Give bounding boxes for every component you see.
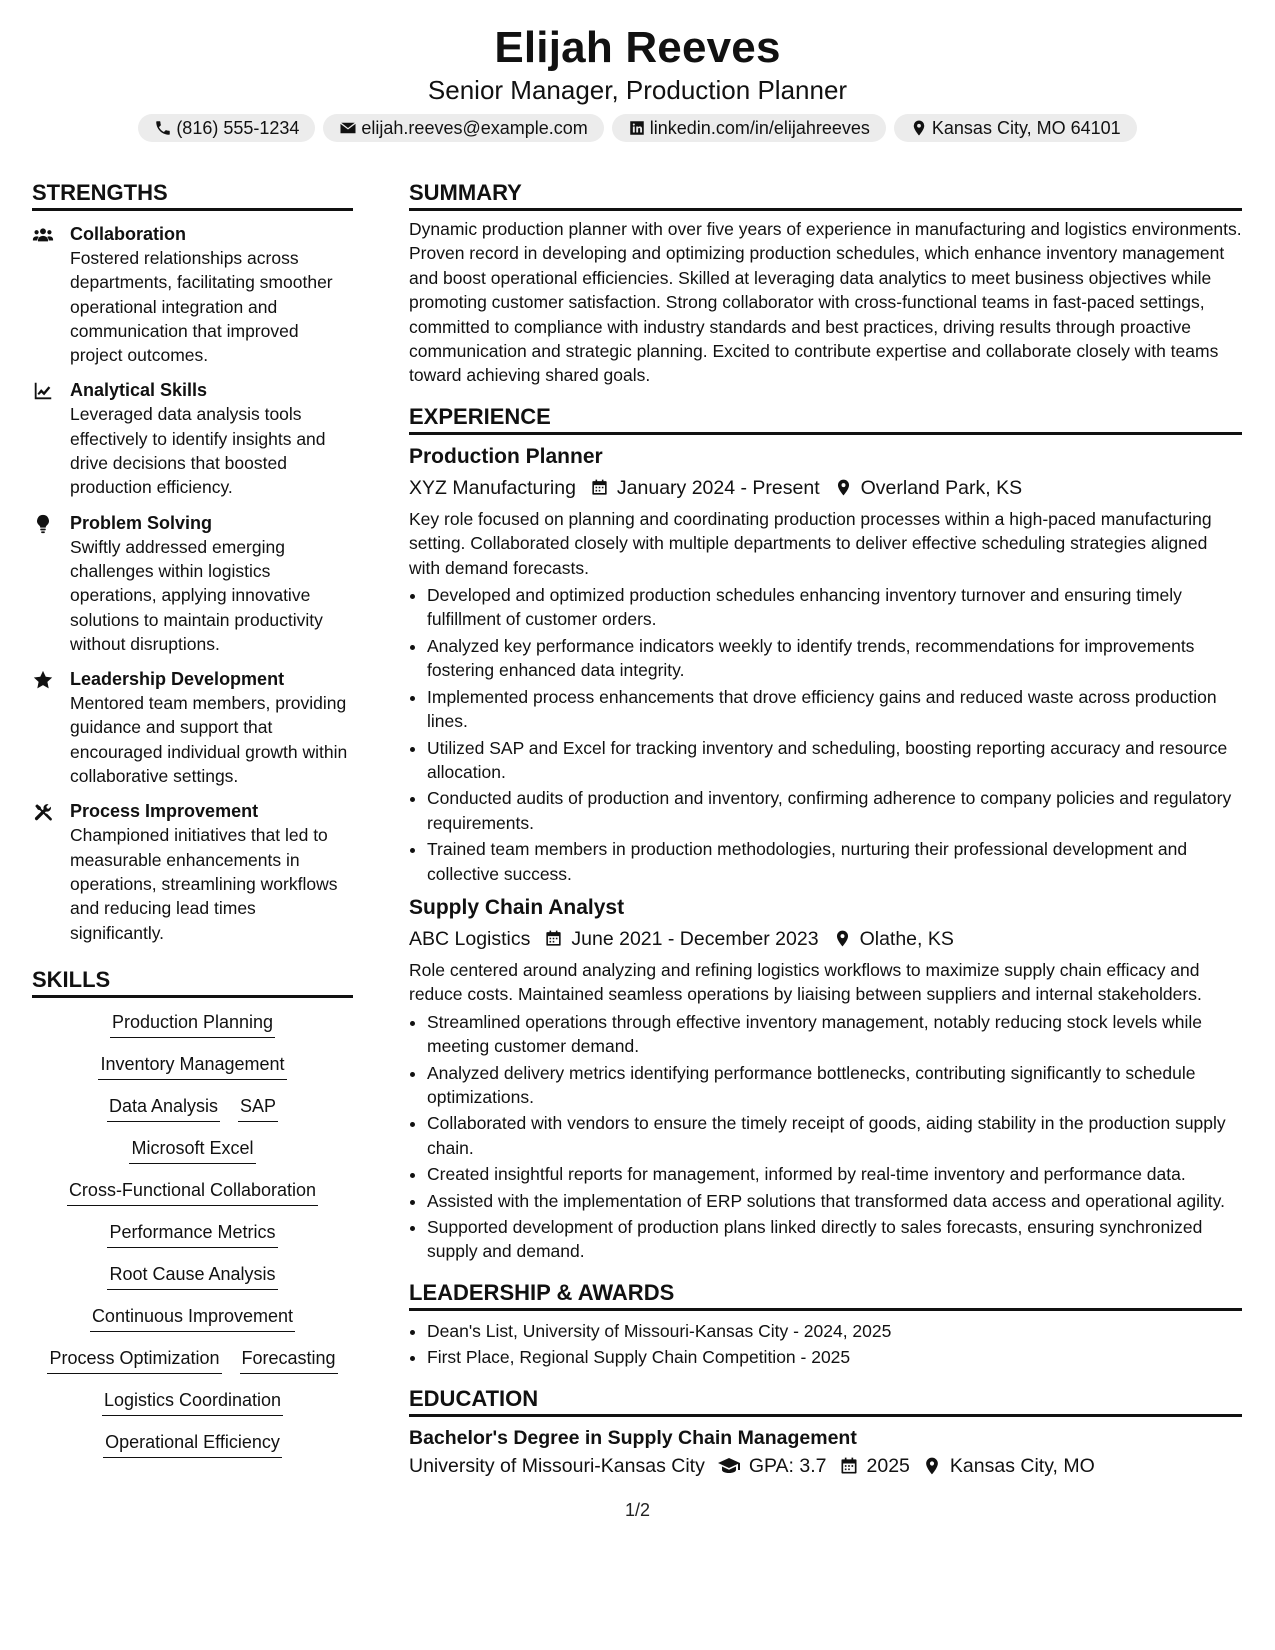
contact-location-text: Kansas City, MO 64101 <box>931 117 1121 138</box>
job-company: ABC Logistics <box>409 927 531 950</box>
list-item: • Analyzed key performance indicators weekly to identify trends, recommendations for improvements fostering enhanced data integrity. <box>427 634 1242 683</box>
strength-item <box>32 799 353 944</box>
candidate-title: Senior Manager, Production Planner <box>427 75 848 105</box>
calendar-icon <box>839 1456 859 1476</box>
job-company: XYZ Manufacturing <box>409 476 576 499</box>
contact-linkedin-text: linkedin.com/in/elijahreeves <box>649 117 870 138</box>
skill-tag: Production Planning <box>110 1010 275 1038</box>
strength-item <box>32 222 353 367</box>
skill-tag: Root Cause Analysis <box>107 1262 277 1290</box>
experience-section <box>409 402 1242 1264</box>
job-bullets <box>409 583 1242 886</box>
graduation-cap-icon <box>717 1454 741 1478</box>
list-item: • Implemented process enhancements that drove efficiency gains and reduced waste across production lines. <box>427 685 1242 734</box>
location-pin-icon <box>922 1456 942 1476</box>
job-dates: January 2024 - Present <box>616 476 820 499</box>
school-name: University of Missouri-Kansas City <box>409 1454 705 1477</box>
skill-tag: Microsoft Excel <box>129 1136 255 1164</box>
job-location: Olathe, KS <box>859 927 954 950</box>
list-item: • First Place, Regional Supply Chain Competition - 2025 <box>427 1345 1242 1369</box>
job-bullets <box>409 1010 1242 1264</box>
gpa: GPA: 3.7 <box>748 1454 827 1477</box>
chart-line-icon <box>32 380 54 402</box>
star-icon <box>32 669 54 691</box>
graduation-year: 2025 <box>866 1454 910 1477</box>
strength-item <box>32 378 353 499</box>
contact-linkedin[interactable] <box>612 114 886 142</box>
list-item: • Utilized SAP and Excel for tracking inventory and scheduling, boosting reporting accuracy and resource allocation. <box>427 736 1242 785</box>
strengths-heading: STRENGTHS <box>32 178 353 211</box>
strength-title: Analytical Skills <box>70 380 208 401</box>
contact-phone-text: (816) 555-1234 <box>176 117 300 138</box>
strength-item <box>32 511 353 656</box>
degree-title: Bachelor's Degree in Supply Chain Management <box>409 1426 857 1449</box>
strength-description: Swiftly addressed emerging challenges within logistics operations, applying innovative solutions to maintain productivity without disruptions. <box>70 536 323 654</box>
skill-tag: Forecasting <box>240 1346 338 1374</box>
right-column <box>409 178 1242 1481</box>
list-item: • Supported development of production plans linked directly to sales forecasts, ensuring synchronized supply and demand. <box>427 1215 1242 1264</box>
summary-heading: SUMMARY <box>409 178 1242 211</box>
strength-title: Problem Solving <box>70 512 213 533</box>
lightbulb-icon <box>32 513 54 535</box>
contact-location[interactable] <box>894 114 1137 142</box>
job-title: Production Planner <box>409 444 603 468</box>
strength-description: Mentored team members, providing guidance and support that encouraged individual growth within collaborative settings. <box>70 693 348 787</box>
tools-icon <box>32 801 54 823</box>
skill-tag: Operational Efficiency <box>103 1430 282 1458</box>
strength-item <box>32 667 353 788</box>
strength-description: Leveraged data analysis tools effectively to identify insights and drive decisions that boosted production efficiency. <box>70 404 326 498</box>
experience-heading: EXPERIENCE <box>409 402 1242 435</box>
awards-list <box>409 1319 1242 1370</box>
strength-description: Championed initiatives that led to measurable enhancements in operations, streamlining workflows and reducing lead times significantly. <box>70 825 338 943</box>
strength-title: Collaboration <box>70 224 186 244</box>
skill-tag: Performance Metrics <box>107 1220 277 1248</box>
list-item: • Trained team members in production methodologies, nurturing their professional development and collective success. <box>427 837 1242 886</box>
job-dates: June 2021 - December 2023 <box>571 927 819 950</box>
job-description: Key role focused on planning and coordinating production processes within a high-paced manufacturing setting. Collaborated closely with multiple departments to deliver effective scheduling strategies aligned with demand forecasts. <box>409 508 1212 578</box>
summary-text: Dynamic production planner with over five years of experience in manufacturing and logistics environments. Proven record in developing and optimizing production schedules, which enhance inventory management and boost operational efficiencies. Skilled at leveraging data analytics to meet business objectives while promoting customer satisfaction. Strong collaborator with cross-functional teams in fast-paced settings, committed to compliance with industry standards and best practices, driving results through proactive communication and strategic planning. Excited to contribute expertise and collaborate closely with teams toward achieving shared goals. <box>409 219 1242 386</box>
candidate-name: Elijah Reeves <box>494 23 781 72</box>
list-item: • Assisted with the implementation of ERP solutions that transformed data access and operational agility. <box>427 1189 1242 1213</box>
strength-title: Process Improvement <box>70 801 259 822</box>
calendar-icon <box>590 478 609 497</box>
list-item: • Analyzed delivery metrics identifying performance bottlenecks, contributing significantly to schedule optimizations. <box>427 1061 1242 1110</box>
skill-tag: Inventory Management <box>98 1052 286 1080</box>
location-pin-icon <box>910 119 928 137</box>
contact-bar <box>0 114 1275 142</box>
job-entry <box>409 443 1242 886</box>
list-item: • Developed and optimized production schedules enhancing inventory turnover and ensuring timely fulfillment of customer orders. <box>427 583 1242 632</box>
strength-description: Fostered relationships across departments, facilitating smoother operational integration and communication that improved project outcomes. <box>70 248 333 366</box>
contact-phone[interactable] <box>138 114 315 142</box>
list-item: • Conducted audits of production and inventory, confirming adherence to company policies and regulatory requirements. <box>427 786 1242 835</box>
linkedin-icon <box>628 119 646 137</box>
job-meta <box>409 924 1242 954</box>
awards-heading: LEADERSHIP & AWARDS <box>409 1278 1242 1311</box>
list-item: • Streamlined operations through effective inventory management, notably reducing stock levels while meeting customer demand. <box>427 1010 1242 1059</box>
school-location: Kansas City, MO <box>949 1454 1095 1477</box>
skill-tag: Cross-Functional Collaboration <box>67 1178 318 1206</box>
job-description: Role centered around analyzing and refining logistics workflows to maximize supply chain efficacy and reduce costs. Maintained seamless operations by liaising between suppliers and internal stakeholders. <box>409 959 1202 1005</box>
job-title: Supply Chain Analyst <box>409 895 625 919</box>
skill-tag: Process Optimization <box>47 1346 221 1374</box>
job-meta <box>409 473 1242 503</box>
job-entry <box>409 894 1242 1264</box>
location-pin-icon <box>833 929 852 948</box>
skill-tag: SAP <box>238 1094 278 1122</box>
awards-section <box>409 1278 1242 1370</box>
envelope-icon <box>339 119 357 137</box>
skill-tag: Continuous Improvement <box>90 1304 295 1332</box>
list-item: • Created insightful reports for management, informed by real-time inventory and performance data. <box>427 1162 1242 1186</box>
strength-title: Leadership Development <box>70 669 285 690</box>
education-section <box>409 1384 1242 1481</box>
education-meta <box>409 1451 1242 1481</box>
list-item: • Collaborated with vendors to ensure the timely receipt of goods, aiding stability in the production supply chain. <box>427 1111 1242 1160</box>
resume-header <box>0 22 1275 142</box>
contact-email[interactable] <box>323 114 603 142</box>
left-column <box>32 178 353 1472</box>
users-icon <box>32 224 54 246</box>
skill-tag: Logistics Coordination <box>102 1388 283 1416</box>
skills-section <box>32 965 353 1458</box>
page-number: 1/2 <box>624 1500 651 1520</box>
education-heading: EDUCATION <box>409 1384 1242 1417</box>
skills-heading: SKILLS <box>32 965 353 998</box>
calendar-icon <box>544 929 563 948</box>
skills-list <box>32 1010 353 1458</box>
job-location: Overland Park, KS <box>860 476 1023 499</box>
skill-tag: Data Analysis <box>107 1094 220 1122</box>
phone-icon <box>154 119 172 137</box>
contact-email-text: elijah.reeves@example.com <box>361 117 588 138</box>
location-pin-icon <box>834 478 853 497</box>
list-item: • Dean's List, University of Missouri-Kansas City - 2024, 2025 <box>427 1319 1242 1343</box>
